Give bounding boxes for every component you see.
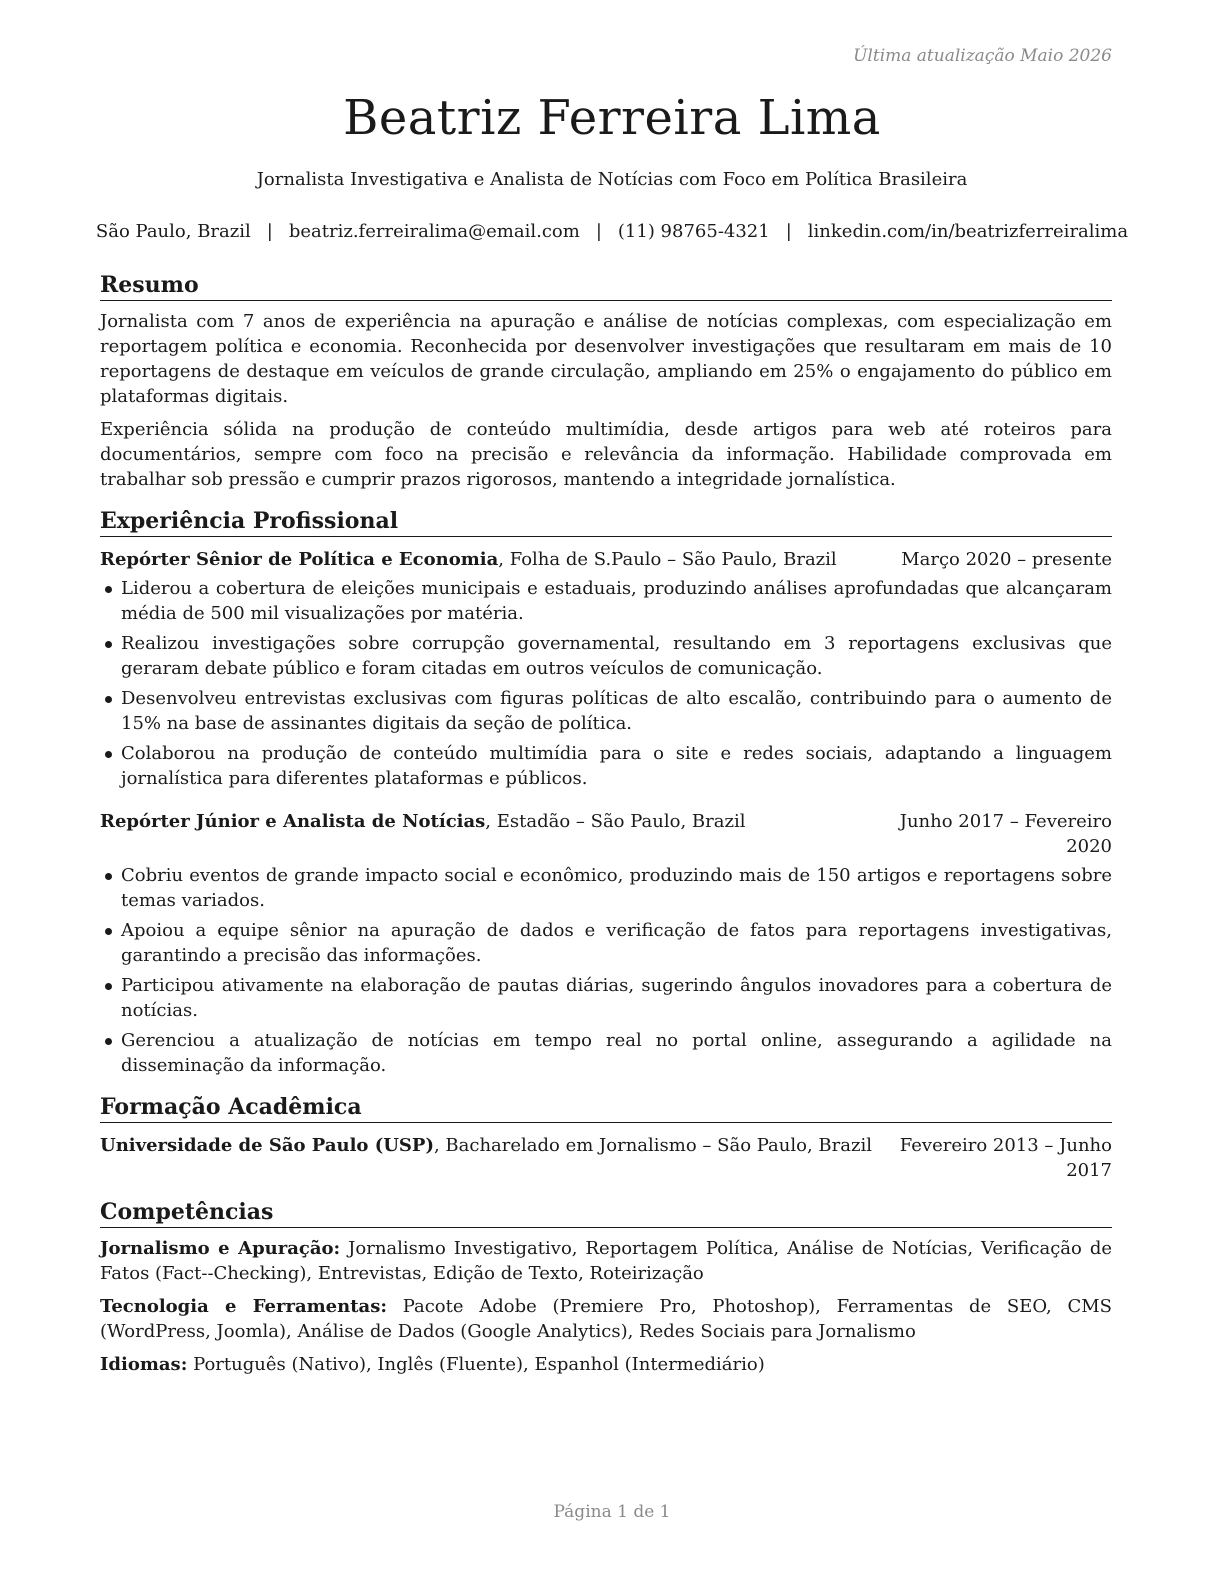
education-institution: Universidade de São Paulo (USP) xyxy=(100,1135,434,1156)
list-item: Gerenciou a atualização de notícias em tempo real no portal online, assegurando a agilidade na disseminação da informação. xyxy=(100,1028,1112,1078)
section-title-skills: Competências xyxy=(100,1197,1112,1228)
skill-label: Tecnologia e Ferramentas: xyxy=(100,1296,387,1317)
list-item: Apoiou a equipe sênior na apuração de dados e verificação de fatos para reportagens investigativas, garantindo a precisão das informações. xyxy=(100,918,1112,968)
job-org: , Folha de S.Paulo – São Paulo, Brazil xyxy=(498,549,837,570)
education-entry xyxy=(100,1133,1112,1183)
contact-phone[interactable]: (11) 98765-4321 xyxy=(617,221,770,242)
contact-email[interactable]: beatriz.ferreiralima@email.com xyxy=(288,221,580,242)
list-item: Cobriu eventos de grande impacto social e econômico, produzindo mais de 150 artigos e reportagens sobre temas variados. xyxy=(100,863,1112,913)
contact-linkedin[interactable]: linkedin.com/in/beatrizferreiralima xyxy=(807,221,1129,242)
professional-headline: Jornalista Investigativa e Analista de Notícias com Foco em Política Brasileira xyxy=(256,169,968,190)
list-item: Colaborou na produção de conteúdo multimídia para o site e redes sociais, adaptando a linguagem jornalística para diferentes plataformas e públicos. xyxy=(100,741,1112,791)
skill-label: Jornalismo e Apuração: xyxy=(100,1238,341,1259)
job-entry xyxy=(100,547,1112,791)
list-item: Participou ativamente na elaboração de pautas diárias, sugerindo ângulos inovadores para a cobertura de notícias. xyxy=(100,973,1112,1023)
resume-body xyxy=(100,270,1112,1377)
list-item: Desenvolveu entrevistas exclusivas com figuras políticas de alto escalão, contribuindo para o aumento de 15% na base de assinantes digitais da seção de política. xyxy=(100,686,1112,736)
job-entry xyxy=(100,809,1112,1078)
page-number: Página 1 de 1 xyxy=(553,1502,671,1522)
job-dates: Março 2020 – presente xyxy=(901,549,1112,570)
job-header xyxy=(100,809,1112,859)
job-bullets xyxy=(100,576,1112,791)
skill-group xyxy=(100,1294,1112,1344)
contact-separator: | xyxy=(595,221,602,242)
skill-label: Idiomas: xyxy=(100,1354,188,1375)
job-bullets xyxy=(100,863,1112,1078)
contact-line xyxy=(0,219,1224,244)
last-updated-note: Última atualização Maio 2026 xyxy=(853,46,1112,66)
summary-paragraph: Experiência sólida na produção de conteúdo multimídia, desde artigos para web até roteiros para documentários, sempre com foco na precisão e relevância da informação. Habilidade comprovada em trabalhar sob pressão e cumprir prazos rigorosos, mantendo a integridade jornalística. xyxy=(100,419,1112,490)
education-dates: Fevereiro 2013 – Junho 2017 xyxy=(899,1135,1112,1181)
job-org: , Estadão – São Paulo, Brazil xyxy=(485,811,746,832)
contact-separator: | xyxy=(266,221,273,242)
contact-separator: | xyxy=(785,221,792,242)
summary-paragraph: Jornalista com 7 anos de experiência na apuração e análise de notícias complexas, com especialização em reportagem política e economia. Reconhecida por desenvolver investigações que resultaram em mais de 10 reportagens de destaque em veículos de grande circulação, ampliando em 25% o engajamento do público em plataformas digitais. xyxy=(100,311,1112,407)
contact-location: São Paulo, Brazil xyxy=(95,221,251,242)
candidate-name: Beatriz Ferreira Lima xyxy=(343,90,881,146)
section-title-experience: Experiência Profissional xyxy=(100,506,1112,537)
skill-group xyxy=(100,1236,1112,1286)
education-detail: , Bacharelado em Jornalismo – São Paulo, Brazil xyxy=(433,1135,872,1156)
education-section xyxy=(100,1092,1112,1183)
skill-text: Jornalismo Investigativo, Reportagem Política, Análise de Notícias, Verificação de Fatos (Fact--Checking), Entrevistas, Edição de Texto, Roteirização xyxy=(100,1238,1113,1284)
job-role: Repórter Júnior e Analista de Notícias xyxy=(100,811,486,832)
job-header xyxy=(100,547,1112,572)
list-item: Liderou a cobertura de eleições municipais e estaduais, produzindo análises aprofundadas que alcançaram média de 500 mil visualizações por matéria. xyxy=(100,576,1112,626)
section-title-summary: Resumo xyxy=(100,270,1112,301)
section-title-education: Formação Acadêmica xyxy=(100,1092,1112,1123)
list-item: Realizou investigações sobre corrupção governamental, resultando em 3 reportagens exclusivas que geraram debate público e foram citadas em outros veículos de comunicação. xyxy=(100,631,1112,681)
summary-section xyxy=(100,270,1112,492)
skill-text: Português (Nativo), Inglês (Fluente), Espanhol (Intermediário) xyxy=(187,1354,765,1375)
skill-text: Pacote Adobe (Premiere Pro, Photoshop), Ferramentas de SEO, CMS (WordPress, Joomla), Análise de Dados (Google Analytics), Redes Sociais para Jornalismo xyxy=(100,1296,1112,1342)
experience-section xyxy=(100,506,1112,1078)
job-dates: Junho 2017 – Fevereiro 2020 xyxy=(899,811,1112,857)
skills-section xyxy=(100,1197,1112,1377)
job-role: Repórter Sênior de Política e Economia xyxy=(100,549,499,570)
skill-group xyxy=(100,1352,1112,1377)
